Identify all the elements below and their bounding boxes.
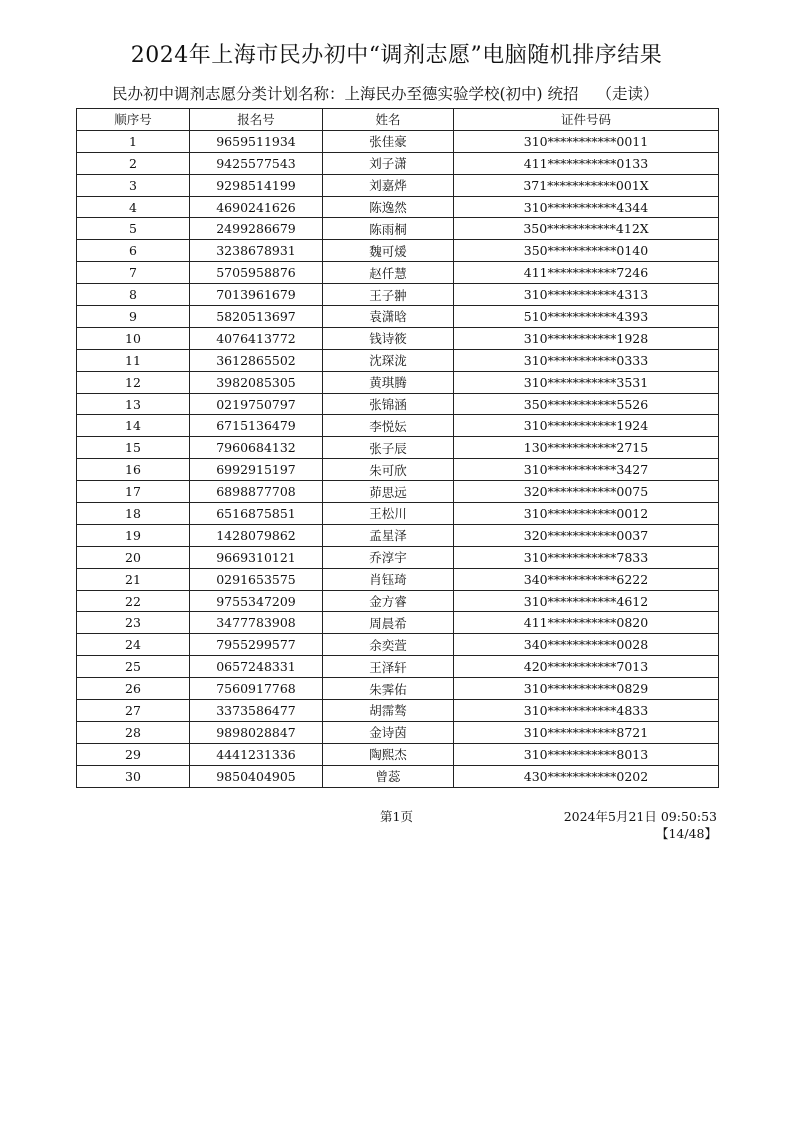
table-row [77, 393, 719, 415]
table-row [77, 218, 719, 240]
table-row [77, 481, 719, 503]
cell-name: 肖钰琦 [323, 568, 454, 590]
cell-seq: 5 [77, 218, 190, 240]
cell-id: 310***********3427 [454, 459, 719, 481]
cell-reg: 3373586477 [190, 700, 323, 722]
cell-reg: 4441231336 [190, 743, 323, 765]
plan-mode: （走读） [596, 85, 659, 103]
cell-reg: 6992915197 [190, 459, 323, 481]
header-seq: 顺序号 [77, 109, 190, 131]
cell-reg: 6898877708 [190, 481, 323, 503]
print-timestamp: 2024年5月21日 09:50:53 [563, 809, 717, 824]
cell-name: 刘子潇 [323, 152, 454, 174]
table-row [77, 437, 719, 459]
cell-seq: 3 [77, 174, 190, 196]
cell-seq: 19 [77, 524, 190, 546]
cell-id: 310***********4344 [454, 196, 719, 218]
cell-id: 310***********8721 [454, 721, 719, 743]
table-row [77, 415, 719, 437]
page-number: 第1页 [380, 809, 413, 824]
cell-id: 411***********7246 [454, 262, 719, 284]
cell-id: 430***********0202 [454, 765, 719, 787]
cell-reg: 2499286679 [190, 218, 323, 240]
table-row [77, 524, 719, 546]
cell-id: 310***********0012 [454, 503, 719, 525]
page-counter: 【14/48】 [655, 826, 717, 841]
cell-name: 陈逸然 [323, 196, 454, 218]
cell-name: 茆思远 [323, 481, 454, 503]
table-row [77, 743, 719, 765]
cell-reg: 9898028847 [190, 721, 323, 743]
cell-seq: 7 [77, 262, 190, 284]
cell-id: 411***********0133 [454, 152, 719, 174]
cell-name: 乔淳宇 [323, 546, 454, 568]
cell-name: 钱诗筱 [323, 327, 454, 349]
cell-name: 陶熙杰 [323, 743, 454, 765]
table-row [77, 306, 719, 328]
page-title: 2024年上海市民办初中“调剂志愿”电脑随机排序结果 [130, 43, 663, 68]
plan-name-line [112, 82, 659, 104]
cell-seq: 23 [77, 612, 190, 634]
table-row [77, 262, 719, 284]
cell-reg: 3612865502 [190, 349, 323, 371]
cell-name: 张锦涵 [323, 393, 454, 415]
table-row [77, 130, 719, 152]
table-row [77, 634, 719, 656]
cell-reg: 5820513697 [190, 306, 323, 328]
cell-id: 420***********7013 [454, 656, 719, 678]
cell-id: 310***********0333 [454, 349, 719, 371]
table-header-row [77, 109, 719, 131]
cell-name: 李悦妘 [323, 415, 454, 437]
cell-id: 310***********0011 [454, 130, 719, 152]
plan-label: 民办初中调剂志愿分类计划名称：上海民办至德实验学校(初中) 统招 [112, 85, 579, 103]
cell-seq: 10 [77, 327, 190, 349]
results-table [76, 108, 719, 788]
cell-name: 沈琛泷 [323, 349, 454, 371]
cell-reg: 3477783908 [190, 612, 323, 634]
cell-seq: 20 [77, 546, 190, 568]
cell-seq: 9 [77, 306, 190, 328]
table-row [77, 700, 719, 722]
table-body [77, 130, 719, 787]
table-row [77, 765, 719, 787]
cell-reg: 9659511934 [190, 130, 323, 152]
cell-seq: 12 [77, 371, 190, 393]
cell-id: 340***********0028 [454, 634, 719, 656]
cell-seq: 14 [77, 415, 190, 437]
cell-seq: 11 [77, 349, 190, 371]
cell-reg: 6516875851 [190, 503, 323, 525]
cell-seq: 1 [77, 130, 190, 152]
table-row [77, 174, 719, 196]
table-row [77, 546, 719, 568]
table-row [77, 721, 719, 743]
cell-reg: 0219750797 [190, 393, 323, 415]
table-row [77, 327, 719, 349]
cell-reg: 9850404905 [190, 765, 323, 787]
cell-reg: 9755347209 [190, 590, 323, 612]
table-row [77, 590, 719, 612]
cell-id: 510***********4393 [454, 306, 719, 328]
cell-name: 孟星泽 [323, 524, 454, 546]
cell-name: 魏可煖 [323, 240, 454, 262]
cell-seq: 17 [77, 481, 190, 503]
cell-seq: 15 [77, 437, 190, 459]
cell-id: 310***********3531 [454, 371, 719, 393]
cell-seq: 16 [77, 459, 190, 481]
table-row [77, 240, 719, 262]
cell-seq: 21 [77, 568, 190, 590]
cell-id: 310***********4833 [454, 700, 719, 722]
cell-id: 310***********7833 [454, 546, 719, 568]
cell-reg: 3238678931 [190, 240, 323, 262]
cell-seq: 29 [77, 743, 190, 765]
cell-name: 张子辰 [323, 437, 454, 459]
cell-reg: 9298514199 [190, 174, 323, 196]
cell-id: 310***********4612 [454, 590, 719, 612]
cell-id: 320***********0075 [454, 481, 719, 503]
cell-seq: 26 [77, 678, 190, 700]
table-row [77, 349, 719, 371]
cell-seq: 30 [77, 765, 190, 787]
cell-id: 340***********6222 [454, 568, 719, 590]
cell-reg: 9669310121 [190, 546, 323, 568]
cell-reg: 7960684132 [190, 437, 323, 459]
table-row [77, 371, 719, 393]
cell-name: 金诗茵 [323, 721, 454, 743]
cell-reg: 6715136479 [190, 415, 323, 437]
cell-id: 310***********8013 [454, 743, 719, 765]
header-id: 证件号码 [454, 109, 719, 131]
cell-reg: 1428079862 [190, 524, 323, 546]
cell-id: 350***********0140 [454, 240, 719, 262]
cell-seq: 13 [77, 393, 190, 415]
table-row [77, 196, 719, 218]
cell-seq: 18 [77, 503, 190, 525]
cell-reg: 5705958876 [190, 262, 323, 284]
cell-id: 350***********412X [454, 218, 719, 240]
cell-id: 310***********0829 [454, 678, 719, 700]
cell-name: 余奕萱 [323, 634, 454, 656]
cell-reg: 4690241626 [190, 196, 323, 218]
cell-id: 411***********0820 [454, 612, 719, 634]
cell-seq: 22 [77, 590, 190, 612]
cell-seq: 28 [77, 721, 190, 743]
cell-seq: 6 [77, 240, 190, 262]
cell-name: 王子翀 [323, 284, 454, 306]
cell-reg: 7955299577 [190, 634, 323, 656]
cell-name: 赵仟慧 [323, 262, 454, 284]
cell-reg: 3982085305 [190, 371, 323, 393]
cell-name: 周晨希 [323, 612, 454, 634]
cell-id: 371***********001X [454, 174, 719, 196]
cell-name: 曾蕊 [323, 765, 454, 787]
table-row [77, 612, 719, 634]
cell-seq: 4 [77, 196, 190, 218]
table-row [77, 503, 719, 525]
cell-seq: 27 [77, 700, 190, 722]
cell-reg: 0291653575 [190, 568, 323, 590]
cell-id: 350***********5526 [454, 393, 719, 415]
cell-name: 胡霈骜 [323, 700, 454, 722]
table-row [77, 459, 719, 481]
cell-name: 刘嘉烨 [323, 174, 454, 196]
cell-seq: 2 [77, 152, 190, 174]
cell-seq: 8 [77, 284, 190, 306]
cell-id: 130***********2715 [454, 437, 719, 459]
cell-name: 王松川 [323, 503, 454, 525]
cell-name: 袁潇晗 [323, 306, 454, 328]
cell-seq: 24 [77, 634, 190, 656]
cell-name: 张佳豪 [323, 130, 454, 152]
table-row [77, 284, 719, 306]
table-row [77, 678, 719, 700]
cell-id: 320***********0037 [454, 524, 719, 546]
table-row [77, 152, 719, 174]
cell-name: 王泽轩 [323, 656, 454, 678]
table-row [77, 568, 719, 590]
table-row [77, 656, 719, 678]
cell-seq: 25 [77, 656, 190, 678]
cell-reg: 0657248331 [190, 656, 323, 678]
cell-id: 310***********1924 [454, 415, 719, 437]
cell-name: 黄琪腾 [323, 371, 454, 393]
cell-reg: 9425577543 [190, 152, 323, 174]
cell-id: 310***********4313 [454, 284, 719, 306]
header-name: 姓名 [323, 109, 454, 131]
cell-id: 310***********1928 [454, 327, 719, 349]
cell-name: 朱霁佑 [323, 678, 454, 700]
cell-reg: 4076413772 [190, 327, 323, 349]
cell-reg: 7560917768 [190, 678, 323, 700]
cell-reg: 7013961679 [190, 284, 323, 306]
cell-name: 朱可欣 [323, 459, 454, 481]
cell-name: 金方睿 [323, 590, 454, 612]
cell-name: 陈雨桐 [323, 218, 454, 240]
header-reg: 报名号 [190, 109, 323, 131]
